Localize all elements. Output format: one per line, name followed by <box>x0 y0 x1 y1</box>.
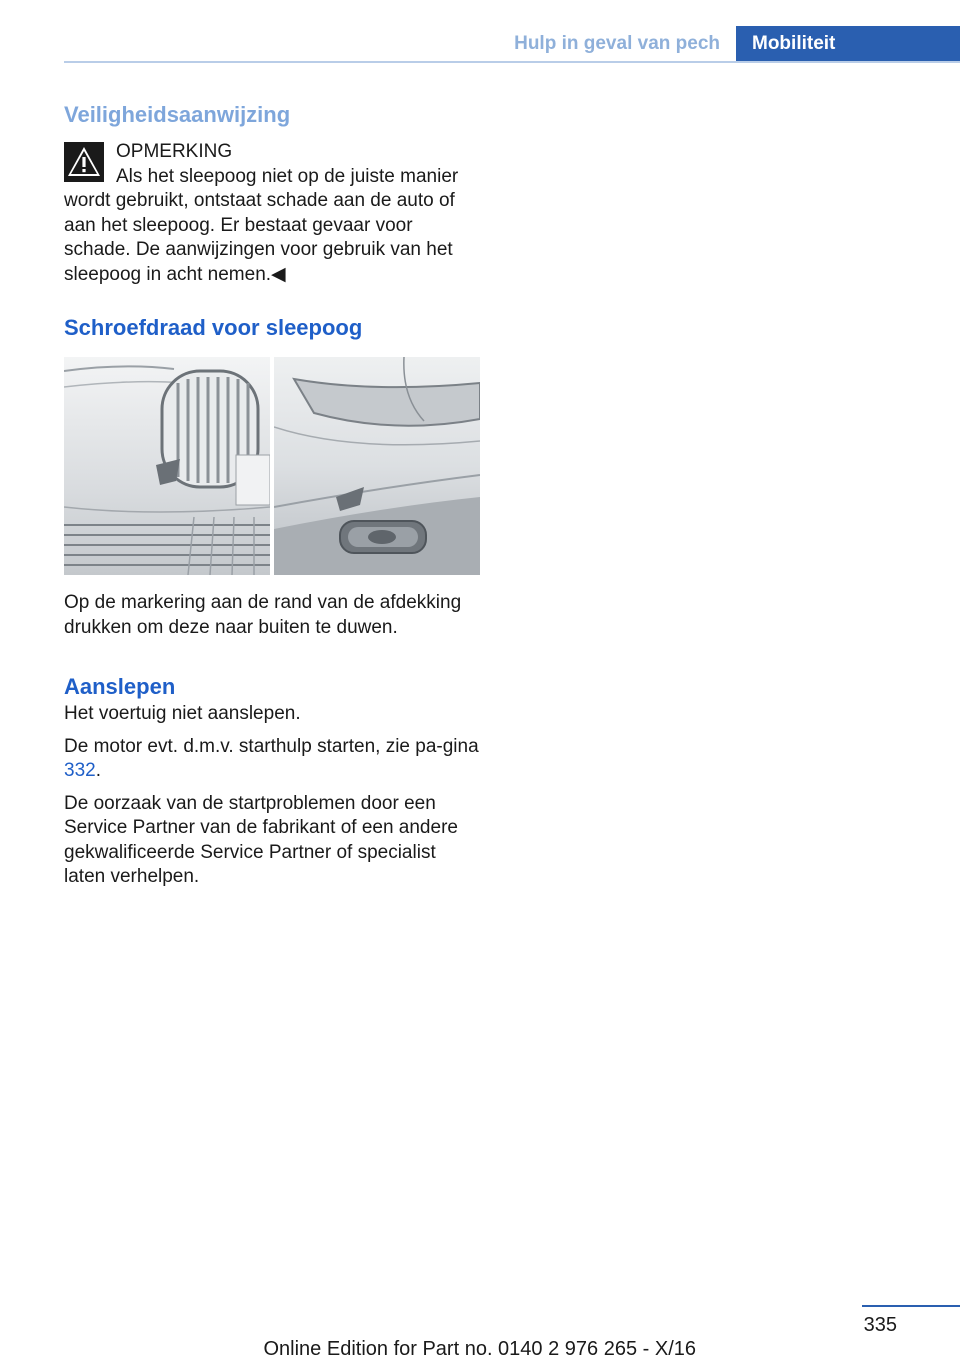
warning-triangle-icon <box>64 142 104 182</box>
tow-paragraph-2 <box>64 735 480 784</box>
page-link-332[interactable]: 332 <box>64 760 96 781</box>
warning-text: Als het sleepoog niet op de juiste manier wordt gebruikt, ontstaat schade aan de auto of aan het sleepoog. Er bestaat gevaar voor schade. De aanwijzingen voor gebruik van het sleepoog in acht nemen.◀ <box>64 165 459 285</box>
thread-instruction: Op de markering aan de rand van de afdekking drukken om deze naar buiten te duwen. <box>64 592 462 638</box>
page-number: 335 <box>863 1314 897 1336</box>
tow-paragraph-2-text: De motor evt. d.m.v. starthulp starten, zie pa-gina <box>64 735 479 757</box>
header-chapter-tab: Mobiliteit <box>736 26 960 62</box>
warning-note <box>64 140 480 287</box>
edition-line: Online Edition for Part no. 0140 2 976 265 - X/16 <box>263 1338 696 1360</box>
rear-bumper-illustration <box>274 357 480 575</box>
warning-label: OPMERKING <box>116 141 233 162</box>
tow-paragraph-3: De oorzaak van de startproblemen door een Service Partner van de fabrikant of een andere gekwalificeerde Service Partner of specialist laten verhelpen. <box>64 792 458 887</box>
safety-heading: Veiligheidsaanwijzing <box>64 102 291 127</box>
tow-paragraph-2-end: . <box>95 760 101 781</box>
tow-heading: Aanslepen <box>64 674 176 699</box>
page-header <box>64 26 960 62</box>
footer-divider <box>862 1305 960 1307</box>
header-section-title: Hulp in geval van pech <box>514 33 720 54</box>
thread-heading: Schroefdraad voor sleepoog <box>64 315 363 340</box>
tow-paragraph-1: Het voertuig niet aanslepen. <box>64 703 301 724</box>
front-bumper-illustration <box>64 357 270 575</box>
header-divider <box>64 61 960 63</box>
tow-eye-thread-figure <box>64 357 480 575</box>
main-content <box>64 100 480 890</box>
